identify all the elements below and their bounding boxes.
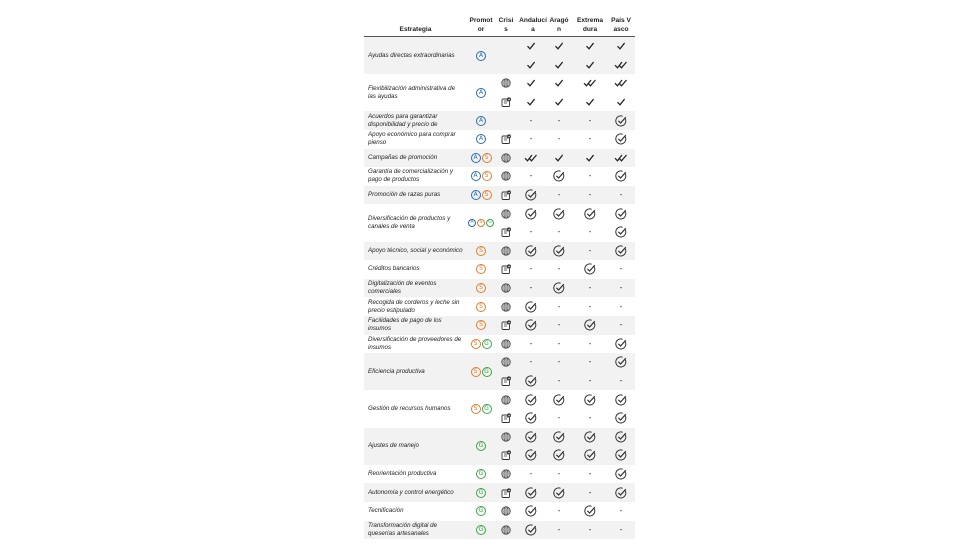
circle-check-icon	[552, 449, 566, 461]
promoter-s-icon: S	[476, 246, 486, 256]
strategy-label: Transformación digital de queserías artesanales	[368, 521, 438, 537]
circle-check-icon	[524, 431, 538, 443]
header-pais-vasco: País Vasco	[611, 17, 631, 33]
circle-check-icon	[614, 449, 628, 461]
crisis-cell	[498, 37, 514, 74]
circle-check-icon	[614, 431, 628, 443]
dash-mark: -	[529, 357, 533, 367]
dash-mark: -	[588, 338, 592, 348]
circle-check-icon	[524, 449, 538, 461]
promoter-g-icon: G	[476, 441, 486, 451]
crisis-cell	[498, 186, 514, 205]
circle-check-icon	[524, 208, 538, 220]
circle-check-icon	[583, 505, 597, 517]
local-crisis-icon	[501, 227, 511, 237]
promoter-s-icon: S	[476, 283, 486, 293]
check-icon	[552, 96, 566, 108]
check-icon	[583, 96, 597, 108]
promoter-g-icon: G	[476, 525, 486, 535]
promoter-s-icon: S	[476, 264, 486, 274]
table-row	[364, 316, 635, 335]
global-crisis-icon	[501, 395, 511, 405]
table-row	[364, 390, 635, 427]
table-row	[364, 149, 635, 168]
promoter-g-icon: G	[486, 219, 494, 227]
dash-mark: -	[588, 245, 592, 255]
table-row	[364, 37, 635, 74]
global-crisis-icon	[501, 283, 511, 293]
promoter-s-icon: S	[482, 153, 492, 163]
global-crisis-icon	[501, 246, 511, 256]
promoter-badges	[467, 134, 495, 144]
circle-check-icon	[524, 301, 538, 313]
check-icon	[524, 96, 538, 108]
dash-mark: -	[588, 190, 592, 200]
header-crisis: Crisis	[498, 17, 514, 33]
table-row	[364, 74, 635, 111]
crisis-cell	[498, 242, 514, 261]
check-icon	[614, 40, 628, 52]
local-crisis-icon	[501, 190, 511, 200]
strategy-label: Diversificación de proveedores de insumos	[368, 335, 462, 351]
circle-check-icon	[552, 245, 566, 257]
promoter-badges	[467, 51, 495, 61]
promoter-a-icon: A	[471, 153, 481, 163]
promoter-s-icon: S	[471, 339, 481, 349]
global-crisis-icon	[501, 78, 511, 88]
header-estrategia: Estrategia	[399, 25, 432, 33]
dash-mark: -	[588, 115, 592, 125]
promoter-a-icon: A	[476, 134, 486, 144]
check-icon	[524, 77, 538, 89]
table-row	[364, 483, 635, 502]
circle-check-icon	[552, 282, 566, 294]
check-icon	[552, 40, 566, 52]
circle-check-icon	[583, 431, 597, 443]
promoter-a-icon: A	[476, 116, 486, 126]
table-row	[364, 242, 635, 261]
promoter-badges	[467, 116, 495, 126]
dash-mark: -	[557, 115, 561, 125]
promoter-badges	[467, 441, 495, 451]
dash-mark: -	[529, 338, 533, 348]
crisis-cell	[498, 316, 514, 335]
promoter-badges	[467, 320, 495, 330]
table-row	[364, 111, 635, 130]
strategy-label: Apoyo económico para comprar pienso	[368, 131, 456, 147]
dash-mark: -	[588, 171, 592, 181]
promoter-badges	[467, 219, 495, 227]
strategy-label: Flexibilización administrativa de las ayudas	[368, 84, 456, 100]
dash-mark: -	[588, 227, 592, 237]
promoter-g-icon: G	[482, 367, 492, 377]
promoter-s-icon: S	[471, 404, 481, 414]
header-andalucia: Andalucía	[519, 17, 547, 33]
dash-mark: -	[529, 469, 533, 479]
promoter-badges	[467, 525, 495, 535]
promoter-a-icon: A	[476, 88, 486, 98]
circle-check-icon	[614, 133, 628, 145]
dash-mark: -	[529, 134, 533, 144]
global-crisis-icon	[501, 209, 511, 219]
promoter-badges	[467, 246, 495, 256]
circle-check-icon	[614, 170, 628, 182]
header-promotor: Promotor	[469, 17, 493, 33]
dash-mark: -	[557, 469, 561, 479]
promoter-badges	[467, 153, 495, 163]
promoter-a-icon: A	[471, 190, 481, 200]
dash-mark: -	[557, 506, 561, 516]
crisis-cell	[498, 260, 514, 279]
dash-mark: -	[529, 283, 533, 293]
circle-check-icon	[552, 394, 566, 406]
promoter-g-icon: G	[482, 404, 492, 414]
table-row	[364, 279, 635, 298]
double-check-icon	[614, 152, 628, 164]
dash-mark: -	[529, 171, 533, 181]
local-crisis-icon	[501, 134, 511, 144]
circle-check-icon	[614, 208, 628, 220]
circle-check-icon	[583, 208, 597, 220]
dash-mark: -	[557, 320, 561, 330]
promoter-s-icon: S	[471, 367, 481, 377]
global-crisis-icon	[501, 469, 511, 479]
dash-mark: -	[619, 320, 623, 330]
promoter-a-icon: A	[471, 171, 481, 181]
dash-mark: -	[619, 524, 623, 534]
dash-mark: -	[557, 190, 561, 200]
dash-mark: -	[588, 413, 592, 423]
promoter-g-icon: G	[482, 339, 492, 349]
circle-check-icon	[614, 338, 628, 350]
strategy-label: Promoción de razas puras	[368, 191, 441, 199]
table-row	[364, 186, 635, 205]
global-crisis-icon	[501, 153, 511, 163]
dash-mark: -	[619, 506, 623, 516]
table-row	[364, 465, 635, 484]
dash-mark: -	[619, 376, 623, 386]
circle-check-icon	[583, 319, 597, 331]
circle-check-icon	[614, 487, 628, 499]
dash-mark: -	[588, 283, 592, 293]
dash-mark: -	[557, 227, 561, 237]
dash-mark: -	[557, 357, 561, 367]
dash-mark: -	[557, 264, 561, 274]
check-icon	[524, 59, 538, 71]
promoter-s-icon: S	[482, 171, 492, 181]
crisis-cell	[498, 521, 514, 540]
dash-mark: -	[557, 338, 561, 348]
strategy-label: Digitalización de eventos comerciales	[368, 280, 437, 296]
check-icon	[524, 40, 538, 52]
circle-check-icon	[552, 431, 566, 443]
strategy-label: Tecnificación	[368, 507, 404, 515]
table-row	[364, 353, 635, 390]
strategy-label: Campañas de promoción	[368, 153, 438, 161]
crisis-cell	[498, 335, 514, 354]
local-crisis-icon	[501, 376, 511, 386]
local-crisis-icon	[501, 97, 511, 107]
circle-check-icon	[524, 412, 538, 424]
crisis-cell	[498, 279, 514, 298]
double-check-icon	[583, 77, 597, 89]
circle-check-icon	[524, 319, 538, 331]
crisis-cell	[498, 428, 514, 465]
dash-mark: -	[557, 413, 561, 423]
promoter-badges	[467, 506, 495, 516]
circle-check-icon	[524, 189, 538, 201]
dash-mark: -	[588, 357, 592, 367]
strategy-label: Acuerdos para garantizar disponibilidad y precio de	[368, 112, 438, 128]
table-row	[364, 502, 635, 521]
dash-mark: -	[619, 283, 623, 293]
strategy-label: Reorientación productiva	[368, 470, 437, 478]
promoter-badges	[467, 469, 495, 479]
check-icon	[552, 77, 566, 89]
strategy-label: Facilidades de pago de los insumos	[368, 317, 442, 333]
strategy-label: Ajustes de manejo	[368, 442, 419, 450]
dash-mark: -	[588, 487, 592, 497]
circle-check-icon	[614, 394, 628, 406]
circle-check-icon	[524, 375, 538, 387]
header-extremadura: Extremadura	[576, 17, 604, 33]
check-icon	[583, 40, 597, 52]
circle-check-icon	[614, 115, 628, 127]
strategy-label: Eficiencia productiva	[368, 367, 425, 375]
strategy-label: Garantía de comercialización y pago de productos	[368, 168, 453, 184]
header-aragon: Aragón	[549, 17, 569, 33]
crisis-cell	[498, 353, 514, 390]
global-crisis-icon	[501, 357, 511, 367]
table-row	[364, 297, 635, 316]
promoter-badges	[467, 367, 495, 377]
crisis-cell	[498, 204, 514, 241]
check-icon	[552, 152, 566, 164]
strategy-label: Diversificación de productos y canales de venta	[368, 214, 451, 230]
circle-check-icon	[524, 487, 538, 499]
table-row	[364, 428, 635, 465]
promoter-badges	[467, 190, 495, 200]
circle-check-icon	[583, 394, 597, 406]
table-row	[364, 167, 635, 186]
global-crisis-icon	[501, 525, 511, 535]
promoter-badges	[467, 339, 495, 349]
dash-mark: -	[529, 115, 533, 125]
local-crisis-icon	[501, 264, 511, 274]
crisis-cell	[498, 483, 514, 502]
global-crisis-icon	[501, 506, 511, 516]
double-check-icon	[524, 152, 538, 164]
promoter-g-icon: G	[476, 469, 486, 479]
global-crisis-icon	[501, 339, 511, 349]
double-check-icon	[614, 77, 628, 89]
local-crisis-icon	[501, 450, 511, 460]
table-row	[364, 130, 635, 149]
crisis-cell	[498, 130, 514, 149]
promoter-s-icon: S	[476, 320, 486, 330]
global-crisis-icon	[501, 432, 511, 442]
local-crisis-icon	[501, 320, 511, 330]
promoter-badges	[467, 404, 495, 414]
promoter-g-icon: G	[476, 506, 486, 516]
circle-check-icon	[552, 487, 566, 499]
dash-mark: -	[619, 190, 623, 200]
dash-mark: -	[619, 264, 623, 274]
promoter-a-icon: A	[476, 51, 486, 61]
check-icon	[552, 59, 566, 71]
promoter-badges	[467, 264, 495, 274]
promoter-s-icon: S	[477, 219, 485, 227]
crisis-cell	[498, 502, 514, 521]
check-icon	[614, 96, 628, 108]
dash-mark: -	[588, 301, 592, 311]
dash-mark: -	[557, 134, 561, 144]
table-row	[364, 204, 635, 241]
dash-mark: -	[557, 301, 561, 311]
crisis-cell	[498, 149, 514, 168]
promoter-g-icon: G	[476, 488, 486, 498]
promoter-badges	[467, 488, 495, 498]
dash-mark: -	[588, 376, 592, 386]
promoter-a-icon: A	[468, 219, 476, 227]
strategy-label: Recogida de corderos y leche sin precio estipulado	[368, 298, 460, 314]
table-row	[364, 335, 635, 354]
crisis-cell	[498, 74, 514, 111]
local-crisis-icon	[501, 413, 511, 423]
double-check-icon	[614, 59, 628, 71]
dash-mark: -	[588, 134, 592, 144]
circle-check-icon	[614, 468, 628, 480]
global-crisis-icon	[501, 302, 511, 312]
circle-check-icon	[524, 394, 538, 406]
crisis-cell	[498, 111, 514, 130]
strategy-label: Autonomía y control energético	[368, 488, 454, 496]
dash-mark: -	[529, 264, 533, 274]
table-row	[364, 260, 635, 279]
circle-check-icon	[524, 524, 538, 536]
circle-check-icon	[524, 245, 538, 257]
check-icon	[583, 59, 597, 71]
local-crisis-icon	[501, 488, 511, 498]
promoter-badges	[467, 283, 495, 293]
dash-mark: -	[588, 469, 592, 479]
dash-mark: -	[529, 227, 533, 237]
dash-mark: -	[588, 524, 592, 534]
promoter-badges	[467, 88, 495, 98]
strategy-label: Gestión de recursos humanos	[368, 404, 451, 412]
promoter-badges	[467, 171, 495, 181]
table-header	[364, 0, 635, 37]
circle-check-icon	[552, 170, 566, 182]
dash-mark: -	[557, 376, 561, 386]
circle-check-icon	[614, 356, 628, 368]
promoter-s-icon: S	[482, 190, 492, 200]
global-crisis-icon	[501, 171, 511, 181]
crisis-cell	[498, 297, 514, 316]
promoter-s-icon: S	[476, 302, 486, 312]
circle-check-icon	[524, 505, 538, 517]
strategy-label: Apoyo técnico, social y económico	[368, 246, 463, 254]
crisis-cell	[498, 390, 514, 427]
table-row	[364, 521, 635, 540]
circle-check-icon	[614, 245, 628, 257]
circle-check-icon	[614, 226, 628, 238]
circle-check-icon	[614, 412, 628, 424]
dash-mark: -	[557, 524, 561, 534]
crisis-cell	[498, 465, 514, 484]
check-icon	[583, 152, 597, 164]
circle-check-icon	[552, 208, 566, 220]
strategy-label: Ayudas directas extraordinarias	[368, 51, 455, 59]
strategy-label: Créditos bancarios	[368, 265, 420, 273]
dash-mark: -	[619, 301, 623, 311]
promoter-badges	[467, 302, 495, 312]
crisis-cell	[498, 167, 514, 186]
circle-check-icon	[583, 263, 597, 275]
circle-check-icon	[583, 449, 597, 461]
strategy-table	[364, 0, 635, 560]
